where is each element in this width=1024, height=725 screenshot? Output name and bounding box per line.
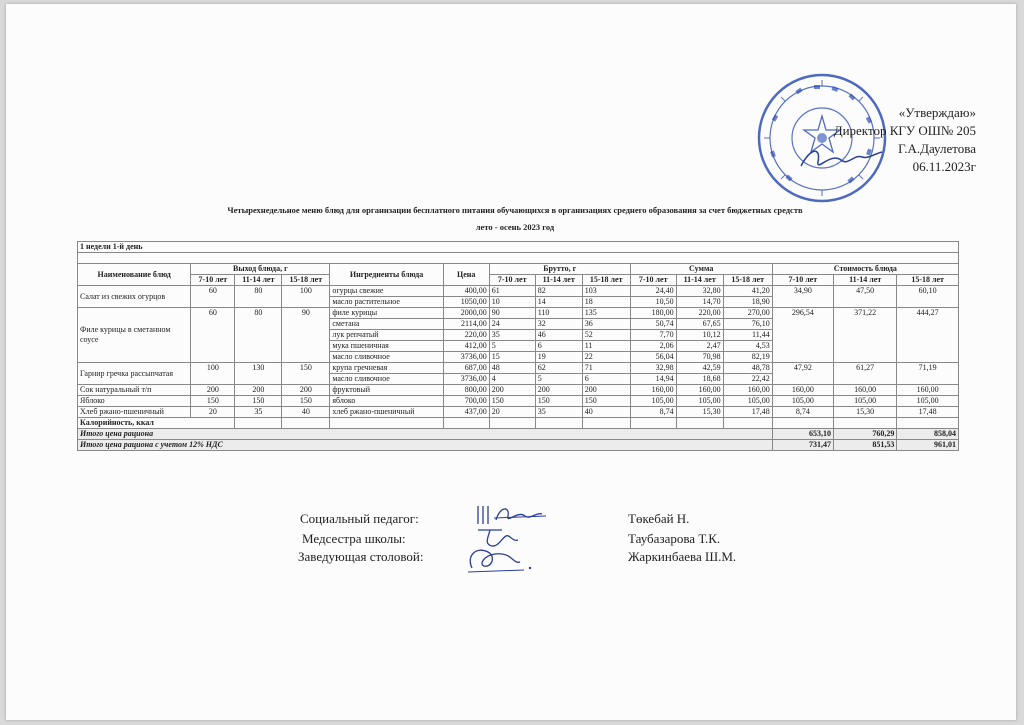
empty-cell bbox=[723, 418, 772, 429]
empty-cell bbox=[582, 418, 630, 429]
ingredient-sum: 105,00 bbox=[723, 396, 772, 407]
ingredient-brutto: 35 bbox=[489, 330, 535, 341]
ingredient-sum: 2,47 bbox=[676, 341, 723, 352]
ingredient-sum: 160,00 bbox=[723, 385, 772, 396]
ingredient-brutto: 62 bbox=[535, 363, 582, 374]
header-row-2 bbox=[78, 275, 959, 286]
empty-cell bbox=[772, 418, 833, 429]
ingredient-brutto: 5 bbox=[535, 374, 582, 385]
header-age: 7-10 лет bbox=[630, 275, 676, 286]
dish-cost: 105,00 bbox=[772, 396, 833, 407]
ingredient-sum: 32,98 bbox=[630, 363, 676, 374]
header-age: 15-18 лет bbox=[723, 275, 772, 286]
ingredient-sum: 17,48 bbox=[723, 407, 772, 418]
ingredient-brutto: 6 bbox=[535, 341, 582, 352]
ingredient-sum: 160,00 bbox=[630, 385, 676, 396]
dish-output: 20 bbox=[191, 407, 235, 418]
empty-cell bbox=[489, 418, 535, 429]
ingredient-brutto: 135 bbox=[582, 308, 630, 319]
ingredient-name: филе курицы bbox=[330, 308, 443, 319]
ingredient-sum: 67,65 bbox=[676, 319, 723, 330]
ingredient-sum: 220,00 bbox=[676, 308, 723, 319]
ingredient-sum: 270,00 bbox=[723, 308, 772, 319]
total-vat-row bbox=[78, 440, 959, 451]
dish-name: Сок натуральный т/п bbox=[78, 385, 191, 396]
ingredient-brutto: 40 bbox=[582, 407, 630, 418]
ingredient-price: 700,00 bbox=[443, 396, 489, 407]
total-value: 961,01 bbox=[897, 440, 959, 451]
table-row bbox=[78, 407, 959, 418]
dish-cost: 47,50 bbox=[834, 286, 897, 308]
ingredient-sum: 10,50 bbox=[630, 297, 676, 308]
dish-output: 60 bbox=[191, 286, 235, 308]
header-age: 15-18 лет bbox=[897, 275, 959, 286]
header-output: Выход блюда, г bbox=[191, 264, 330, 275]
table-row bbox=[78, 396, 959, 407]
ingredient-price: 3736,00 bbox=[443, 374, 489, 385]
ingredient-sum: 48,78 bbox=[723, 363, 772, 374]
ingredient-sum: 70,98 bbox=[676, 352, 723, 363]
ingredient-brutto: 61 bbox=[489, 286, 535, 297]
ingredient-name: хлеб ржано-пшеничный bbox=[330, 407, 443, 418]
header-age: 15-18 лет bbox=[582, 275, 630, 286]
ingredient-brutto: 36 bbox=[582, 319, 630, 330]
ingredient-name: мука пшеничная bbox=[330, 341, 443, 352]
ingredient-sum: 14,70 bbox=[676, 297, 723, 308]
ingredient-name: крупа гречневая bbox=[330, 363, 443, 374]
header-age: 15-18 лет bbox=[282, 275, 330, 286]
ingredient-price: 220,00 bbox=[443, 330, 489, 341]
ingredient-brutto: 32 bbox=[535, 319, 582, 330]
dish-output: 90 bbox=[282, 308, 330, 363]
ingredient-sum: 180,00 bbox=[630, 308, 676, 319]
ingredient-sum: 11,44 bbox=[723, 330, 772, 341]
dish-output: 80 bbox=[235, 286, 282, 308]
dish-cost: 61,27 bbox=[834, 363, 897, 385]
ingredient-name: масло сливочное bbox=[330, 374, 443, 385]
director-signature bbox=[796, 142, 886, 176]
signature-name: Жаркинбаева Ш.М. bbox=[628, 549, 737, 564]
dish-cost: 17,48 bbox=[897, 407, 959, 418]
ingredient-sum: 18,68 bbox=[676, 374, 723, 385]
ingredient-name: сметана bbox=[330, 319, 443, 330]
dish-output: 60 bbox=[191, 308, 235, 363]
signature-name: Төкебай Н. bbox=[628, 511, 690, 526]
ingredient-price: 800,00 bbox=[443, 385, 489, 396]
dish-cost: 8,74 bbox=[772, 407, 833, 418]
ingredient-brutto: 18 bbox=[582, 297, 630, 308]
dish-output: 80 bbox=[235, 308, 282, 363]
ingredient-name: фруктовый bbox=[330, 385, 443, 396]
ingredient-sum: 2,06 bbox=[630, 341, 676, 352]
ingredient-brutto: 35 bbox=[535, 407, 582, 418]
ingredient-name: лук репчатый bbox=[330, 330, 443, 341]
header-ingredients: Ингредиенты блюда bbox=[330, 264, 443, 286]
total-row bbox=[78, 429, 959, 440]
ingredient-name: масло сливочное bbox=[330, 352, 443, 363]
dish-cost: 160,00 bbox=[772, 385, 833, 396]
dish-cost: 371,22 bbox=[834, 308, 897, 363]
ingredient-brutto: 46 bbox=[535, 330, 582, 341]
ingredient-name: масло растительное bbox=[330, 297, 443, 308]
ingredient-sum: 10,12 bbox=[676, 330, 723, 341]
dish-cost: 15,30 bbox=[834, 407, 897, 418]
menu-table bbox=[77, 241, 959, 451]
ingredient-brutto: 15 bbox=[489, 352, 535, 363]
header-age: 7-10 лет bbox=[191, 275, 235, 286]
ingredient-sum: 105,00 bbox=[676, 396, 723, 407]
spacer-row bbox=[78, 253, 959, 264]
dish-cost: 47,92 bbox=[772, 363, 833, 385]
ingredient-sum: 56,04 bbox=[630, 352, 676, 363]
ingredient-price: 3736,00 bbox=[443, 352, 489, 363]
director-name: Г.А.Даулетова bbox=[898, 141, 976, 156]
dish-output: 150 bbox=[191, 396, 235, 407]
ingredient-brutto: 52 bbox=[582, 330, 630, 341]
dish-output: 150 bbox=[282, 363, 330, 385]
ingredient-brutto: 110 bbox=[535, 308, 582, 319]
ingredient-brutto: 90 bbox=[489, 308, 535, 319]
ingredient-brutto: 200 bbox=[489, 385, 535, 396]
ingredient-price: 1050,00 bbox=[443, 297, 489, 308]
ingredient-brutto: 14 bbox=[535, 297, 582, 308]
total-value: 731,47 bbox=[772, 440, 833, 451]
signature-role: Медсестра школы: bbox=[302, 531, 406, 546]
dish-name: Хлеб ржано-пшеничный bbox=[78, 407, 191, 418]
ingredient-sum: 24,40 bbox=[630, 286, 676, 297]
ingredient-brutto: 20 bbox=[489, 407, 535, 418]
ingredient-sum: 14,94 bbox=[630, 374, 676, 385]
dish-cost: 60,10 bbox=[897, 286, 959, 308]
dish-output: 200 bbox=[191, 385, 235, 396]
director-line: Директор КГУ ОШ№ 205 bbox=[833, 123, 976, 138]
ingredient-brutto: 24 bbox=[489, 319, 535, 330]
dish-cost: 71,19 bbox=[897, 363, 959, 385]
total-value: 653,10 bbox=[772, 429, 833, 440]
ingredient-sum: 7,70 bbox=[630, 330, 676, 341]
empty-cell bbox=[443, 418, 489, 429]
ingredient-sum: 8,74 bbox=[630, 407, 676, 418]
ingredient-sum: 22,42 bbox=[723, 374, 772, 385]
header-sum: Сумма bbox=[630, 264, 772, 275]
table-row bbox=[78, 363, 959, 374]
empty-cell bbox=[535, 418, 582, 429]
calories-label: Калорийность, ккал bbox=[78, 418, 235, 429]
dish-output: 150 bbox=[235, 396, 282, 407]
ingredient-brutto: 200 bbox=[582, 385, 630, 396]
document-title: Четырехнедельное меню блюд для организации бесплатного питания обучающихся в организациях среднего образования за счет бюджетных средств bbox=[227, 205, 803, 215]
total-value: 851,53 bbox=[834, 440, 897, 451]
dish-output: 40 bbox=[282, 407, 330, 418]
ingredient-price: 412,00 bbox=[443, 341, 489, 352]
header-brutto: Брутто, г bbox=[489, 264, 630, 275]
ingredient-brutto: 48 bbox=[489, 363, 535, 374]
ingredient-sum: 4,53 bbox=[723, 341, 772, 352]
signature-role: Заведующая столовой: bbox=[298, 549, 424, 564]
total-label: Итого цена рациона bbox=[78, 429, 773, 440]
ingredient-sum: 76,10 bbox=[723, 319, 772, 330]
approval-date: 06.11.2023г bbox=[912, 159, 976, 174]
ingredient-sum: 18,90 bbox=[723, 297, 772, 308]
dish-output: 130 bbox=[235, 363, 282, 385]
empty-cell bbox=[330, 418, 443, 429]
header-age: 11-14 лет bbox=[676, 275, 723, 286]
header-age: 11-14 лет bbox=[535, 275, 582, 286]
ingredient-brutto: 4 bbox=[489, 374, 535, 385]
ingredient-brutto: 19 bbox=[535, 352, 582, 363]
ingredient-price: 437,00 bbox=[443, 407, 489, 418]
dish-cost: 444,27 bbox=[897, 308, 959, 363]
calories-row bbox=[78, 418, 959, 429]
header-age: 11-14 лет bbox=[834, 275, 897, 286]
ingredient-name: огурцы свежие bbox=[330, 286, 443, 297]
dish-output: 200 bbox=[282, 385, 330, 396]
ingredient-sum: 41,20 bbox=[723, 286, 772, 297]
ingredient-brutto: 5 bbox=[489, 341, 535, 352]
header-row-1 bbox=[78, 264, 959, 275]
ingredient-price: 2000,00 bbox=[443, 308, 489, 319]
total-value: 858,04 bbox=[897, 429, 959, 440]
ingredient-brutto: 150 bbox=[489, 396, 535, 407]
document-subtitle: лето - осень 2023 год bbox=[475, 222, 555, 232]
header-age: 7-10 лет bbox=[489, 275, 535, 286]
dish-cost: 34,90 bbox=[772, 286, 833, 308]
dish-output: 200 bbox=[235, 385, 282, 396]
dish-name: Гарнир гречка рассыпчатая bbox=[78, 363, 191, 385]
header-price: Цена bbox=[443, 264, 489, 286]
ingredient-brutto: 150 bbox=[582, 396, 630, 407]
dish-name: Салат из свежих огурцов bbox=[78, 286, 191, 308]
approval-heading: «Утверждаю» bbox=[898, 105, 976, 120]
ingredient-brutto: 103 bbox=[582, 286, 630, 297]
ingredient-brutto: 10 bbox=[489, 297, 535, 308]
empty-cell bbox=[834, 418, 897, 429]
empty-cell bbox=[282, 418, 330, 429]
week-day-label: 1 недели 1-й день bbox=[78, 242, 959, 253]
total-value: 760,29 bbox=[834, 429, 897, 440]
header-age: 7-10 лет bbox=[772, 275, 833, 286]
dish-output: 35 bbox=[235, 407, 282, 418]
dish-name: Яблоко bbox=[78, 396, 191, 407]
ingredient-brutto: 71 bbox=[582, 363, 630, 374]
ingredient-sum: 105,00 bbox=[630, 396, 676, 407]
ingredient-sum: 15,30 bbox=[676, 407, 723, 418]
ingredient-brutto: 22 bbox=[582, 352, 630, 363]
table-row bbox=[78, 385, 959, 396]
dish-cost: 105,00 bbox=[834, 396, 897, 407]
signature-name: Таубазарова Т.К. bbox=[628, 531, 721, 546]
ingredient-sum: 32,80 bbox=[676, 286, 723, 297]
ingredient-sum: 82,19 bbox=[723, 352, 772, 363]
total-label: Итого цена рациона с учетом 12% НДС bbox=[78, 440, 773, 451]
dish-output: 100 bbox=[191, 363, 235, 385]
dish-output: 100 bbox=[282, 286, 330, 308]
header-dish: Наименование блюд bbox=[78, 264, 191, 286]
ingredient-brutto: 200 bbox=[535, 385, 582, 396]
dish-cost: 160,00 bbox=[834, 385, 897, 396]
table-row bbox=[78, 286, 959, 297]
header-age: 11-14 лет bbox=[235, 275, 282, 286]
dish-cost: 296,54 bbox=[772, 308, 833, 363]
ingredient-brutto: 150 bbox=[535, 396, 582, 407]
empty-cell bbox=[897, 418, 959, 429]
dish-cost: 105,00 bbox=[897, 396, 959, 407]
signature-role: Социальный педагог: bbox=[300, 511, 419, 526]
ingredient-name: яблоко bbox=[330, 396, 443, 407]
ingredient-price: 687,00 bbox=[443, 363, 489, 374]
ingredient-sum: 160,00 bbox=[676, 385, 723, 396]
empty-cell bbox=[676, 418, 723, 429]
week-day-row bbox=[78, 242, 959, 253]
ingredient-price: 2114,00 bbox=[443, 319, 489, 330]
canteen-head-signature bbox=[462, 542, 542, 576]
ingredient-brutto: 11 bbox=[582, 341, 630, 352]
empty-cell bbox=[630, 418, 676, 429]
dish-name: Филе курицы в сметанном соусе bbox=[78, 308, 191, 363]
ingredient-price: 400,00 bbox=[443, 286, 489, 297]
table-row bbox=[78, 308, 959, 319]
ingredient-brutto: 6 bbox=[582, 374, 630, 385]
header-cost: Стоимость блюда bbox=[772, 264, 958, 275]
ingredient-brutto: 82 bbox=[535, 286, 582, 297]
ingredient-sum: 50,74 bbox=[630, 319, 676, 330]
empty-cell bbox=[235, 418, 282, 429]
dish-cost: 160,00 bbox=[897, 385, 959, 396]
ingredient-sum: 42,59 bbox=[676, 363, 723, 374]
dish-output: 150 bbox=[282, 396, 330, 407]
